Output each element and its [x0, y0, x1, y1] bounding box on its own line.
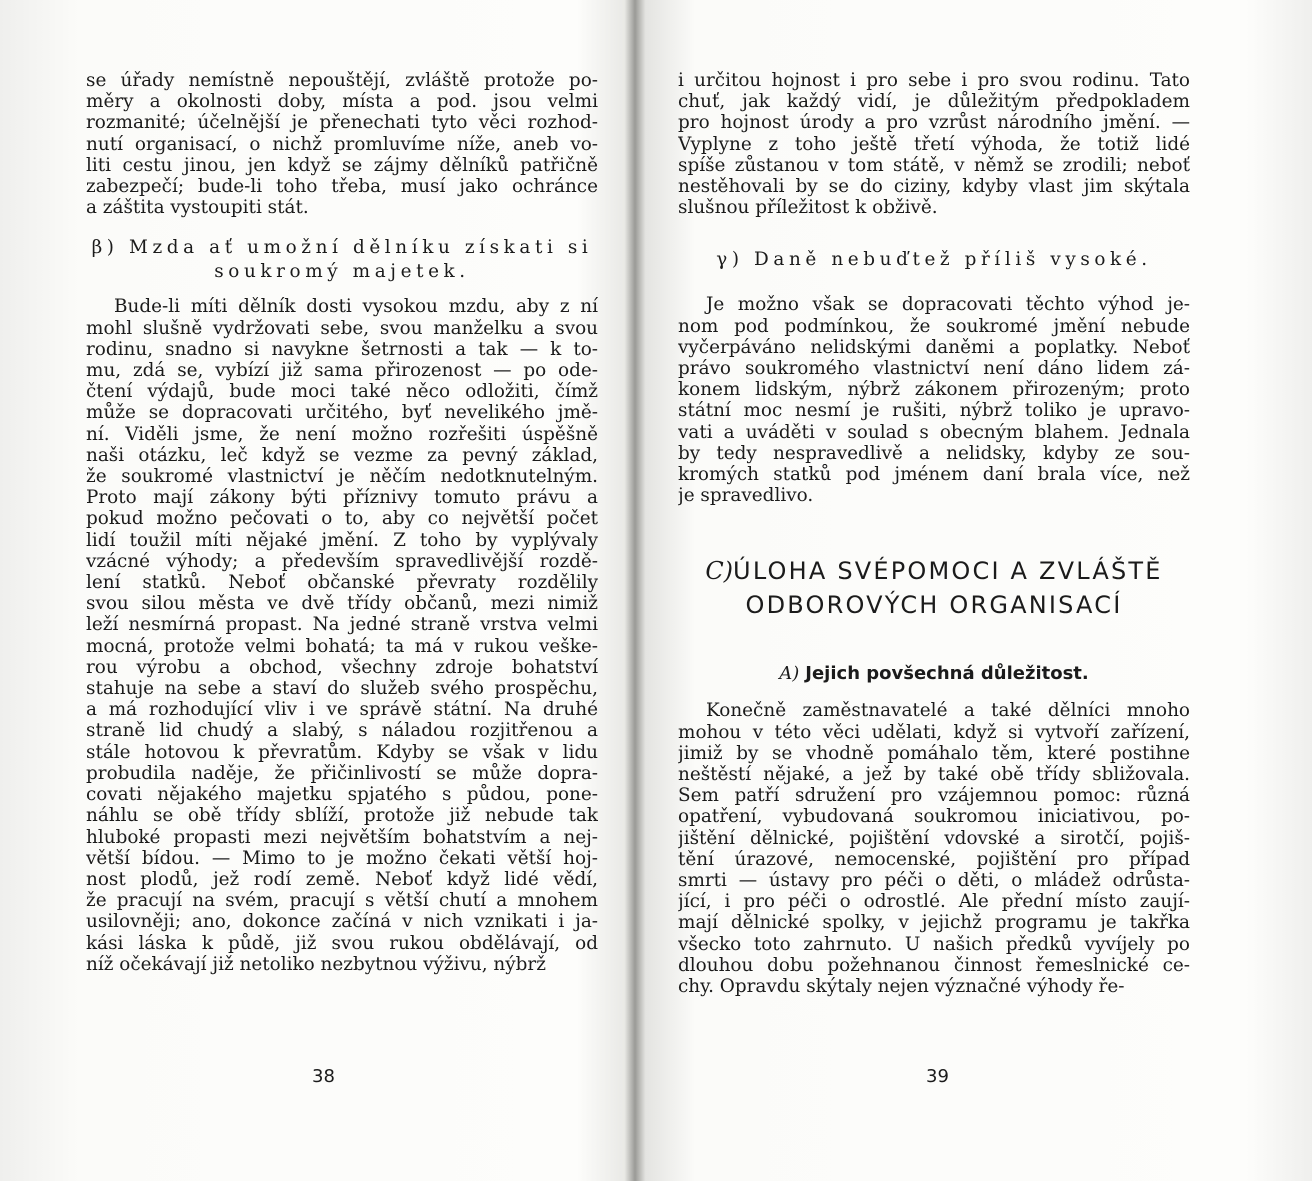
- text-line: státní moc nesmí je rušiti, nýbrž toliko je upravo-: [678, 400, 1190, 422]
- text-line: neštěstí nějaké, a jež by také obě třídy sbližovala.: [678, 764, 1190, 786]
- text-line: nestěhovali by se do ciziny, kdyby vlast jim skýtala: [678, 176, 1190, 198]
- text-line: měry a okolnosti doby, místa a pod. jsou velmi: [86, 91, 598, 113]
- text-line: je spravedlivo.: [678, 485, 814, 507]
- page-number-left: 38: [312, 1066, 335, 1087]
- paragraph: [678, 70, 1190, 218]
- text-line: i určitou hojnost i pro sebe i pro svou rodinu. Tato: [678, 70, 1190, 91]
- text-line: mocná, protože velmi bohatá; ta má v rukou veške-: [86, 635, 598, 657]
- text-line: vzácné výhody; a především spravedlivější rozdě-: [86, 550, 598, 572]
- paragraph: [86, 70, 598, 218]
- paragraph: [86, 296, 598, 975]
- text-line: opatření, vybudovaná soukromou iniciativou, po-: [678, 806, 1190, 828]
- chapter-mark: C): [705, 557, 734, 586]
- text-line: mohl slušně vydržovati sebe, svou manželku a svou: [86, 317, 598, 339]
- text-line: ní. Viděli jsme, že není možno rozřešiti úspěšně: [86, 423, 598, 445]
- text-line: stále hotovou k převratům. Kdyby se však v lidu: [86, 741, 598, 763]
- text-line: Proto mají zákony býti příznivy tomuto právu a: [86, 487, 598, 509]
- text-line: náhlu se obě třídy sblíží, protože již nebude tak: [86, 805, 598, 827]
- chapter-title-line1: ÚLOHA SVÉPOMOCI A ZVLÁŠTĚ: [733, 557, 1163, 586]
- text-line: mu, zdá se, vybízí již sama přirozenost — po ode-: [86, 360, 598, 382]
- text-line: konem lidským, nýbrž zákonem přirozeným; proto: [678, 379, 1190, 401]
- text-line: chuť, jak každý vidí, je důležitým předpokladem: [678, 91, 1190, 113]
- text-line: nom pod podmínkou, že soukromé jmění nebude: [678, 315, 1190, 337]
- section-heading-gamma: γ) Daně nebuďtež příliš vysoké.: [716, 249, 1152, 271]
- text-line: a záštita vystoupiti stát.: [86, 197, 309, 219]
- text-line: rodinu, snadno si navykne šetrnosti a tak — k to-: [86, 338, 598, 360]
- text-line: tění úrazové, nemocenské, pojištění pro případ: [678, 848, 1190, 870]
- text-line: liti cestu jinou, jen když se zájmy dělníků patřičně: [86, 154, 598, 176]
- text-line: všecko toto zahrnuto. U našich předků vyvíjely po: [678, 933, 1190, 955]
- text-line: čtení výdajů, bude moci také něco odložiti, čímž: [86, 381, 598, 403]
- text-line: vyčerpáváno nelidskými daněmi a poplatky. Neboť: [678, 336, 1190, 358]
- text-line: chy. Opravdu skýtaly nejen význačné výhody ře-: [678, 976, 1125, 998]
- text-line: jimiž by se vhodně pomáhalo těm, které postihne: [678, 742, 1190, 764]
- text-line: straně lid chudý a slabý, s náladou rozjitřenou a: [86, 720, 598, 742]
- subsection-title: Jejich povšechná důležitost.: [805, 663, 1089, 685]
- text-line: rozmanité; účelnější je přenechati tyto věci rozhod-: [86, 112, 598, 134]
- text-line: že soukromé vlastnictví je něčím nedotknutelným.: [86, 466, 598, 488]
- text-line: že pracují na svém, pracují s větší chutí a mnohem: [86, 890, 598, 912]
- text-line: jící, i pro péči o odrostlé. Ale přední místo zaují-: [678, 891, 1190, 913]
- text-line: covati nějakého majetku spjatého s půdou, pone-: [86, 784, 598, 806]
- text-line: Konečně zaměstnavatelé a také dělníci mnoho: [706, 700, 1190, 722]
- subsection-mark: A): [779, 663, 800, 685]
- section-heading-beta-line1: β) Mzda ať umožní dělníku získati si: [91, 237, 593, 259]
- text-line: pokud možno pečovati o to, aby co největší počet: [86, 508, 598, 530]
- text-line: spíše zůstanou v tom státě, v němž se zrodili; neboť: [678, 154, 1190, 176]
- text-line: Bude-li míti dělník dosti vysokou mzdu, aby z ní: [114, 296, 598, 318]
- text-line: probudila naděje, že přičinlivostí se může dopra-: [86, 762, 598, 784]
- text-line: mohou v této věci udělati, když si vytvoří zařízení,: [678, 721, 1190, 743]
- text-line: lení statků. Neboť občanské převraty rozdělily: [86, 572, 598, 594]
- text-line: kromých statků pod jménem daní brala více, než: [678, 464, 1190, 486]
- chapter-heading: [678, 554, 1190, 588]
- left-page: [86, 70, 598, 975]
- text-line: dlouhou dobu požehnanou činnost řemeslnické ce-: [678, 954, 1190, 976]
- chapter-title-line2: ODBOROVÝCH ORGANISACÍ: [745, 591, 1123, 620]
- text-line: svou silou města ve dvě třídy občanů, mezi nimiž: [86, 593, 598, 615]
- text-line: lidí toužil míti nějaké jmění. Z toho by vyplývaly: [86, 529, 598, 551]
- text-line: smrti — ústavy pro péči o děti, o mládež odrůsta-: [678, 870, 1190, 892]
- text-line: hluboké propasti mezi největším bohatstvím a nej-: [86, 826, 598, 848]
- text-line: může se dopracovati určitého, byť nevelikého jmě-: [86, 402, 598, 424]
- text-line: právo soukromého vlastnictví není dáno lidem zá-: [678, 358, 1190, 380]
- text-line: slušnou příležitost k obživě.: [678, 197, 938, 219]
- text-line: naši otázku, leč když se vezme za pevný základ,: [86, 444, 598, 466]
- text-line: kási láska k půdě, již svou rukou obdělávají, od: [86, 932, 598, 954]
- section-heading-beta-line2: soukromý majetek.: [214, 261, 470, 283]
- text-line: Sem patří sdružení pro vzájemnou pomoc: různá: [678, 785, 1190, 807]
- text-line: větší bídou. — Mimo to je možno čekati větší hoj-: [86, 847, 598, 869]
- right-page: [678, 70, 1190, 997]
- text-line: níž očekávají již netoliko nezbytnou výživu, nýbrž: [86, 953, 546, 975]
- text-line: jištění dělnické, pojištění vdovské a sirotčí, pojiš-: [678, 827, 1190, 849]
- text-line: mají dělnické spolky, v jejichž programu je takřka: [678, 912, 1190, 934]
- text-line: leží nesmírná propast. Na jedné straně vrstva velmi: [86, 614, 598, 636]
- paragraph: [678, 294, 1190, 506]
- subsection-heading: [678, 662, 1190, 686]
- text-line: se úřady nemístně nepouštějí, zvláště protože po-: [86, 70, 598, 91]
- text-line: rou výrobu a obchod, všechny zdroje bohatství: [86, 656, 598, 678]
- text-line: usilovněji; ano, dokonce začíná v nich vznikati i ja-: [86, 911, 598, 933]
- text-line: stahuje na sebe a staví do služeb svého prospěchu,: [86, 678, 598, 700]
- text-line: pro hojnost úrody a pro vzrůst národního jmění. —: [678, 112, 1190, 134]
- text-line: a má rozhodující vliv i ve správě státní. Na druhé: [86, 699, 598, 721]
- text-line: Je možno však se dopracovati těchto výhod je-: [706, 294, 1190, 316]
- text-line: Vyplyne z toho ještě třetí výhoda, že totiž lidé: [678, 133, 1190, 155]
- text-line: vati a uváděti v soulad s obecným blahem. Jednala: [678, 421, 1190, 443]
- paragraph: [678, 700, 1190, 997]
- text-line: nost plodů, jež rodí země. Neboť když lidé vědí,: [86, 868, 598, 890]
- text-line: nutí organisací, o nichž promluvíme níže, aneb vo-: [86, 133, 598, 155]
- text-line: by tedy nespravedlivě a nelidsky, kdyby ze sou-: [678, 442, 1190, 464]
- text-line: zabezpečí; bude-li toho třeba, musí jako ochránce: [86, 176, 598, 198]
- page-number-right: 39: [926, 1066, 949, 1087]
